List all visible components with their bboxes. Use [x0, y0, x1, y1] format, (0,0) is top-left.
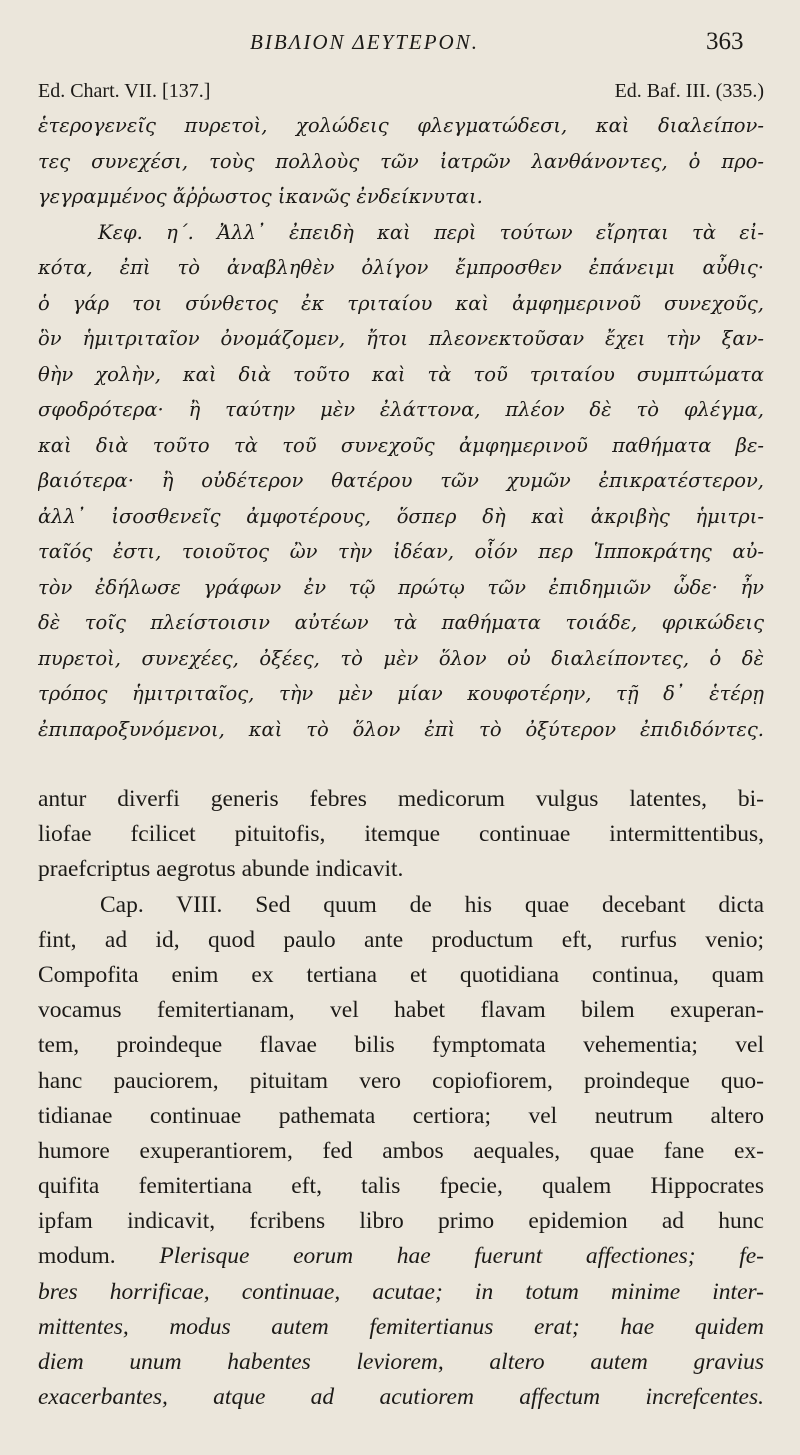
greek-line: πυρετοὶ, συνεχέες, ὀξέες, τὸ μὲν ὅλον οὐ διαλείποντες, ὁ δὲ [38, 646, 764, 670]
edition-references [38, 80, 764, 103]
greek-line: κότα, ἐπὶ τὸ ἀναβληθὲν ὀλίγον ἔμπροσθεν ἐπάνειμι αὖθις· [38, 256, 764, 279]
greek-line: ταῖός ἐστι, τοιοῦτος ὢν τὴν ἰδέαν, οἷόν περ Ἱπποκράτης αὐ- [38, 540, 764, 563]
latin-line: humore exuperantiorem, fed ambos aequales, quae fane ex- [38, 1137, 764, 1164]
running-head: ΒΙΒΛΙΟΝ ΔΕΥΤΕΡΟΝ. [250, 30, 479, 54]
greek-line: ἀλλ᾽ ἰσοσθενεῖς ἀμφοτέρους, ὅσπερ δὴ καὶ ἀκριβὴς ἡμιτρι- [38, 504, 764, 528]
greek-chapter-heading-line: Κεφ. η΄. Ἀλλ᾽ ἐπειδὴ καὶ περὶ τούτων εἴρηται τὰ εἰ- [98, 220, 764, 244]
latin-italic-line: diem unum habentes leviorem, altero autem gravius [38, 1349, 764, 1375]
latin-line: quifita femitertiana eft, talis fpecie, qualem Hippocrates [38, 1173, 764, 1200]
ed-chart-reference: Ed. Chart. VII. [137.] [38, 80, 211, 102]
latin-italic-line: mittentes, modus autem femitertianus erat; hae quidem [38, 1313, 764, 1340]
latin-line: tidianae continuae pathemata certiora; vel neutrum altero [38, 1102, 764, 1129]
greek-text-block [38, 108, 764, 747]
greek-line: γεγραμμένος ἄῤῥωστος ἱκανῶς ἐνδείκνυται. [38, 185, 483, 208]
greek-line: δὲ τοῖς πλείστοισιν αὐτέων τὰ παθήματα τοιάδε, φρικώδεις [38, 611, 764, 634]
latin-text-block [38, 782, 764, 1415]
latin-line-mixed [38, 1239, 764, 1274]
greek-line: ἐπιπαροξυνόμενοι, καὶ τὸ ὅλον ἐπὶ τὸ ὀξύτερον ἐπιδιδόντες. [38, 717, 764, 741]
latin-line: ipfam indicavit, fcribens libro primo epidemion ad hunc [38, 1208, 764, 1235]
greek-line: τὸν ἐδήλωσε γράφων ἐν τῷ πρώτῳ τῶν ἐπιδημιῶν ὧδε· ἦν [38, 575, 764, 599]
latin-italic-line: exacerbantes, atque ad acutiorem affectum increfcentes. [38, 1384, 764, 1411]
latin-italic-line: bres horrificae, continuae, acutae; in totum minime inter- [38, 1278, 764, 1305]
latin-line: liofae fcilicet pituitofis, itemque continuae intermittentibus, [38, 821, 764, 848]
greek-line: σφοδρότερα· ἢ ταύτην μὲν ἐλάττονα, πλέον δὲ τὸ φλέγμα, [38, 398, 764, 421]
ed-bas-reference: Ed. Baf. III. (335.) [614, 80, 764, 102]
latin-line: hanc pauciorem, pituitam vero copiofiorem, proindeque quo- [38, 1067, 764, 1094]
latin-line: praefcriptus aegrotus abunde indicavit. [38, 856, 404, 883]
page-number: 363 [706, 28, 744, 55]
latin-line: tem, proindeque flavae bilis fymptomata vehementia; vel [38, 1032, 764, 1059]
greek-line: ἑτερογενεῖς πυρετοὶ, χολώδεις φλεγματώδεσι, καὶ διαλείπον- [38, 114, 764, 137]
latin-line: vocamus femitertianam, vel habet flavam bilem exuperan- [38, 997, 764, 1024]
latin-line: fint, ad id, quod paulo ante productum eft, rurfus venio; [38, 926, 764, 953]
latin-line: Compofita enim ex tertiana et quotidiana continua, quam [38, 961, 764, 988]
greek-line: ὁ γάρ τοι σύνθετος ἐκ τριταίου καὶ ἀμφημερινοῦ συνεχοῦς, [38, 291, 764, 315]
greek-line: θὴν χολὴν, καὶ διὰ τοῦτο καὶ τὰ τοῦ τριταίου συμπτώματα [38, 362, 764, 386]
latin-line: antur diverfi generis febres medicorum vulgus latentes, bi- [38, 786, 764, 812]
latin-chapter-heading-line: Cap. VIII. Sed quum de his quae decebant dicta [100, 891, 764, 918]
greek-line: τες συνεχέσι, τοὺς πολλοὺς τῶν ἰατρῶν λανθάνοντες, ὁ προ- [38, 149, 764, 173]
latin-line-italic-part: Plerisque eorum hae fuerunt affectiones; fe- [159, 1243, 764, 1270]
greek-line: βαιότερα· ἢ οὐδέτερον θατέρου τῶν χυμῶν ἐπικρατέστερον, [38, 469, 764, 492]
greek-line: τρόπος ἡμιτριταῖος, τὴν μὲν μίαν κουφοτέρην, τῇ δ᾽ ἑτέρῃ [38, 682, 764, 705]
greek-line: ὃν ἡμιτριταῖον ὀνομάζομεν, ἤτοι πλεονεκτοῦσαν ἔχει τὴν ξαν- [38, 327, 764, 350]
greek-line: καὶ διὰ τοῦτο τὰ τοῦ συνεχοῦς ἀμφημερινοῦ παθήματα βε- [38, 433, 764, 457]
latin-line-roman-part: modum. [38, 1243, 116, 1270]
